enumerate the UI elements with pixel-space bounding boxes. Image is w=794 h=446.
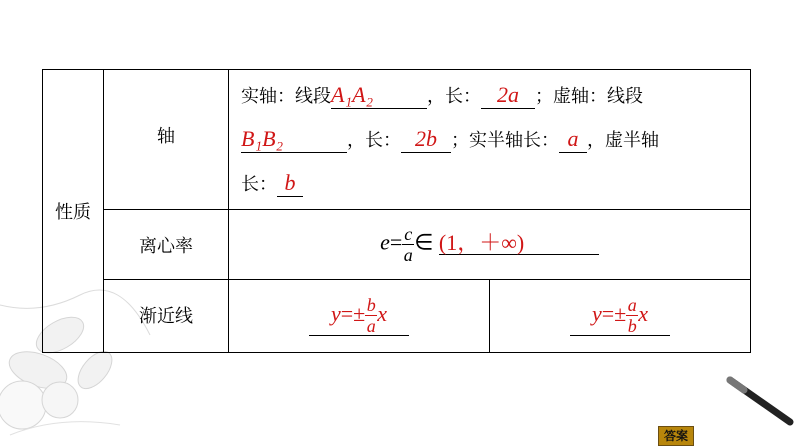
asym-right-frac	[626, 296, 638, 335]
asym-left-frac	[365, 296, 377, 335]
eccentricity-name-cell	[104, 210, 229, 280]
real-axis-blank	[331, 81, 427, 109]
brush-decoration	[720, 372, 794, 434]
ecc-eq: =	[389, 229, 403, 255]
asymptote-name: 渐近线	[139, 306, 193, 327]
semi-real-answer: a	[567, 125, 579, 151]
length-label-2: ，长：	[347, 129, 401, 151]
semi-imag-label-2: 长：	[241, 173, 277, 195]
asym-left-x: x	[377, 300, 387, 326]
ecc-num: c	[404, 224, 413, 244]
asym-left-formula	[330, 295, 387, 336]
semi-imag-blank	[277, 169, 303, 197]
asym-right-num: a	[627, 295, 637, 315]
axis-content-cell	[229, 70, 751, 210]
imag-axis-blank	[241, 125, 347, 153]
imag-axis-label: ；虚轴：线段	[535, 85, 643, 107]
semi-imag-label: ，虚半轴	[587, 129, 659, 151]
asym-right-x: x	[638, 300, 648, 326]
asym-left-num: b	[366, 295, 376, 315]
eccentricity-name: 离心率	[139, 235, 193, 257]
axis-name: 轴	[157, 126, 175, 147]
category-label: 性质	[55, 202, 91, 223]
semi-imag-answer: b	[284, 169, 296, 195]
ecc-den: a	[403, 245, 413, 265]
ecc-e: e	[380, 229, 390, 255]
real-length-blank	[481, 81, 535, 109]
ecc-blank	[438, 229, 599, 255]
asym-left-den: a	[366, 316, 376, 336]
real-axis-label: 实轴：线段	[241, 85, 331, 107]
asymptote-left-cell	[229, 280, 490, 353]
semi-real-label: ；实半轴长：	[451, 129, 559, 151]
answer-button[interactable]: 答案	[658, 426, 694, 446]
asym-right-formula	[591, 295, 648, 336]
asym-left-blank	[309, 296, 409, 336]
asym-right-blank	[570, 296, 670, 336]
asym-left-y: y	[330, 300, 341, 326]
real-axis-answer: A₁A₂	[331, 81, 374, 107]
asym-left-eq: =±	[340, 300, 366, 326]
real-length-answer: 2a	[497, 81, 519, 107]
imag-length-blank	[401, 125, 451, 153]
asym-right-eq: =±	[601, 300, 627, 326]
axis-content	[229, 73, 750, 207]
ecc-answer: (1，＋∞)	[438, 229, 525, 255]
ecc-belongs: ∈	[414, 229, 434, 255]
imag-axis-answer: B₁B₂	[241, 125, 284, 151]
eccentricity-content-cell	[229, 210, 751, 280]
asym-right-y: y	[591, 300, 602, 326]
semi-real-blank	[559, 125, 587, 153]
imag-length-answer: 2b	[415, 125, 437, 151]
asymptote-name-cell	[104, 280, 229, 353]
length-label-1: ，长：	[427, 85, 481, 107]
hyperbola-properties-table	[42, 69, 751, 353]
asym-right-den: b	[627, 316, 637, 336]
category-cell	[43, 70, 104, 353]
ecc-fraction	[402, 225, 414, 264]
asymptote-right-cell	[490, 280, 751, 353]
axis-name-cell	[104, 70, 229, 210]
